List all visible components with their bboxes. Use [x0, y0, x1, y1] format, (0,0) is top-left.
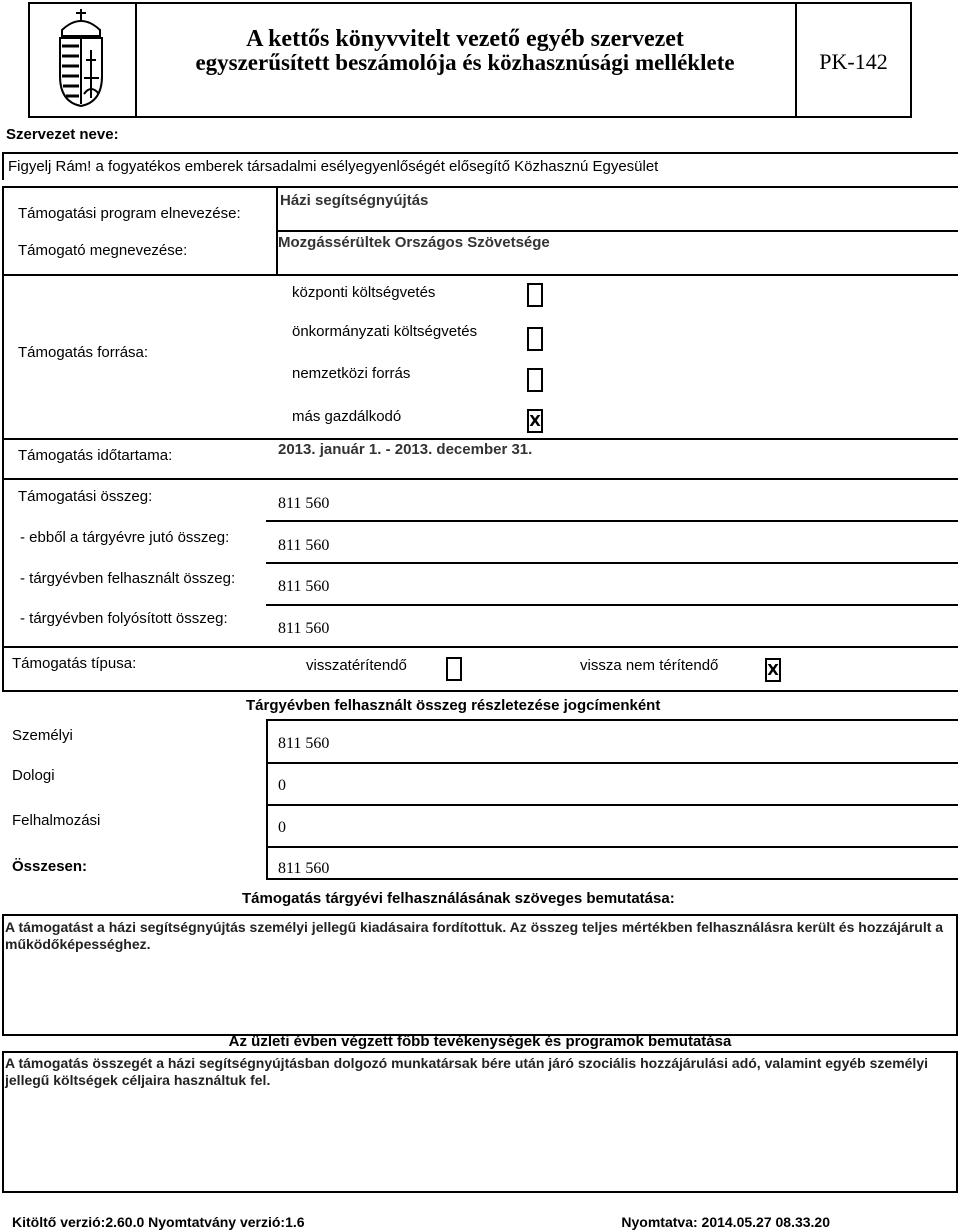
breakdown-total-label: Összesen:	[12, 858, 88, 875]
org-name-label: Szervezet neve:	[6, 126, 119, 143]
usage-description-text: A támogatást a házi segítségnyújtás személyi jellegű kiadásaira fordítottuk. Az összeg teljes mértékben felhasználásra került és hozzájárult a működőképességhez.	[5, 919, 944, 952]
form-code: PK-142	[819, 49, 888, 74]
form-title-line1: A kettős könyvvitelt vezető egyéb szervezet	[246, 26, 684, 52]
breakdown-total-value: 811 560	[278, 860, 330, 877]
program-name-label: Támogatási program elnevezése:	[18, 205, 241, 222]
breakdown-material-value[interactable]: 0	[278, 777, 286, 794]
source-option-label: más gazdálkodó	[292, 408, 402, 425]
rule	[2, 646, 958, 648]
form-title-line2: egyszerűsített beszámolója és közhasznúsági melléklete	[195, 50, 735, 75]
used-amount-label: - tárgyévben felhasznált összeg:	[20, 570, 236, 587]
current-year-amount-value[interactable]: 811 560	[278, 537, 330, 554]
rule	[266, 762, 958, 764]
org-name-value: Figyelj Rám! a fogyatékos emberek társadalmi esélyegyenlőségét elősegítő Közhasznú Egyesület	[8, 158, 659, 175]
source-option-label: központi költségvetés	[292, 284, 436, 301]
rule	[2, 690, 958, 692]
rule	[266, 562, 958, 564]
disbursed-amount-value[interactable]: 811 560	[278, 620, 330, 637]
current-year-amount-label: - ebből a tárgyévre jutó összeg:	[20, 529, 230, 546]
rule	[2, 186, 958, 188]
type-non-refundable-checkbox[interactable]: X	[765, 658, 781, 682]
rule	[2, 274, 958, 276]
footer-version: Kitöltő verzió:2.60.0 Nyomtatvány verzió:1.6	[12, 1214, 305, 1230]
type-refundable-checkbox[interactable]	[446, 657, 462, 681]
usage-description-heading: Támogatás tárgyévi felhasználásának szöveges bemutatása:	[242, 890, 675, 907]
type-refundable-label: visszatérítendő	[306, 657, 407, 674]
duration-label: Támogatás időtartama:	[18, 447, 173, 464]
support-type-label: Támogatás típusa:	[12, 655, 137, 672]
rule	[266, 804, 958, 806]
support-amount-label: Támogatási összeg:	[18, 488, 153, 505]
source-option-label: nemzetközi forrás	[292, 365, 411, 382]
funding-source-label: Támogatás forrása:	[18, 344, 149, 361]
source-checkbox-central-budget[interactable]	[527, 283, 543, 307]
coat-of-arms-icon	[48, 6, 114, 110]
rule	[266, 878, 958, 880]
source-checkbox-municipal-budget[interactable]	[527, 327, 543, 351]
supporter-name-label: Támogató megnevezése:	[18, 242, 188, 259]
source-checkbox-other-business[interactable]: X	[527, 409, 543, 433]
breakdown-personal-label: Személyi	[12, 727, 73, 744]
rule	[266, 719, 958, 721]
activities-heading: Az üzleti évben végzett főbb tevékenységek és programok bemutatása	[228, 1033, 732, 1050]
activities-text: A támogatás összegét a házi segítségnyújtásban dolgozó munkatársak bére után járó szociális hozzájárulási adó, valamint egyéb személyi jellegű költségek céljaira használtuk fel.	[5, 1055, 928, 1088]
rule	[266, 719, 268, 879]
source-checkbox-international[interactable]	[527, 368, 543, 392]
disbursed-amount-label: - tárgyévben folyósított összeg:	[20, 610, 228, 627]
duration-value[interactable]: 2013. január 1. - 2013. december 31.	[278, 441, 533, 458]
program-name-value[interactable]: Házi segítségnyújtás	[280, 192, 429, 209]
rule	[2, 438, 958, 440]
rule	[266, 846, 958, 848]
support-amount-value[interactable]: 811 560	[278, 495, 330, 512]
breakdown-capital-label: Felhalmozási	[12, 812, 101, 829]
type-non-refundable-label: vissza nem térítendő	[580, 657, 719, 674]
org-name-field[interactable]	[2, 152, 958, 180]
rule	[266, 604, 958, 606]
breakdown-personal-value[interactable]: 811 560	[278, 735, 330, 752]
source-option-label: önkormányzati költségvetés	[292, 323, 478, 340]
rule	[276, 230, 958, 232]
breakdown-material-label: Dologi	[12, 767, 55, 784]
breakdown-heading: Tárgyévben felhasznált összeg részletezése jogcímenként	[246, 697, 661, 714]
used-amount-value[interactable]: 811 560	[278, 578, 330, 595]
rule	[266, 520, 958, 522]
breakdown-capital-value[interactable]: 0	[278, 819, 286, 836]
rule	[2, 478, 958, 480]
supporter-name-value[interactable]: Mozgássérültek Országos Szövetsége	[278, 234, 550, 251]
footer-print-date: Nyomtatva: 2014.05.27 08.33.20	[621, 1214, 830, 1230]
